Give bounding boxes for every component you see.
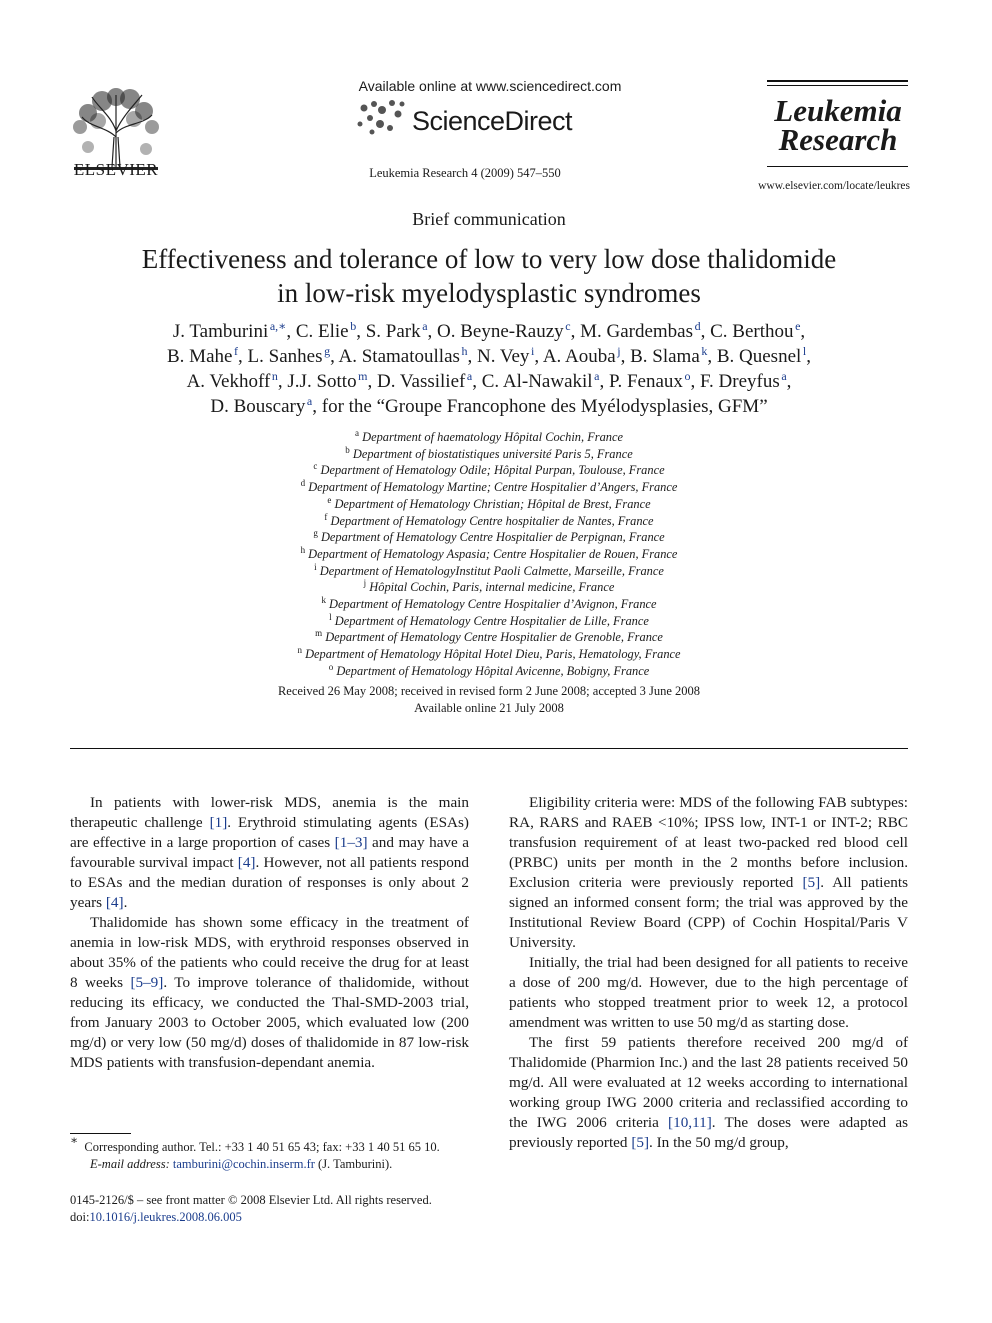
affiliation-text: Department of Hematology Centre Hospitalier de Grenoble, France bbox=[325, 630, 663, 645]
affiliation-sup[interactable]: c bbox=[565, 319, 571, 333]
affiliation-marker: n bbox=[297, 645, 302, 656]
elsevier-wordmark: ELSEVIER bbox=[73, 160, 159, 179]
online-date: Available online 21 July 2008 bbox=[414, 701, 564, 715]
citation-link[interactable]: [4] bbox=[237, 854, 256, 871]
affiliation-text: Department of Hematology Hôpital Avicenne, Bobigny, France bbox=[336, 663, 650, 678]
author-name[interactable]: S. Park bbox=[365, 321, 421, 342]
affiliation-text: Department of Hematology Centre Hospitalier de Perpignan, France bbox=[320, 530, 665, 545]
study-group: , for the “Groupe Francophone des Myélodysplasies, GFM” bbox=[312, 396, 768, 417]
citation-link[interactable]: [1] bbox=[209, 814, 228, 831]
affiliation-text: Department of Hematology Centre Hospitalier de Lille, France bbox=[334, 613, 649, 628]
body-text: . To improve tolerance of thalidomide, without reducing its efficacy, we conducted the Thal-SMD-2003 trial, from January 2003 to October 2005, which evaluated low (200 mg/d) or very low (50 mg/d) doses of thalidomide in 87 low-risk MDS patients with transfusion-dependant anemia. bbox=[70, 974, 469, 1071]
footnote-marker: ∗ bbox=[70, 1133, 79, 1147]
affiliation-text: Department of Hematology Hôpital Hotel Dieu, Paris, Hematology, France bbox=[305, 647, 681, 662]
affiliation-sup[interactable]: j bbox=[617, 344, 621, 358]
title-line: Effectiveness and tolerance of low to very low dose thalidomide bbox=[141, 244, 837, 274]
doi-label: doi: bbox=[70, 1210, 90, 1224]
author-name[interactable]: P. Fenaux bbox=[609, 371, 683, 392]
body-text: . The doses were adapted as previously reported bbox=[509, 1114, 908, 1151]
body-text: . Erythroid stimulating agents (ESAs) are effective in a large proportion of cases bbox=[70, 814, 469, 851]
affiliation-item bbox=[0, 646, 978, 663]
author-name[interactable]: L. Sanhes bbox=[247, 346, 323, 367]
email-suffix: (J. Tamburini). bbox=[314, 1157, 393, 1171]
affiliation-sup[interactable]: k bbox=[701, 344, 708, 358]
affiliation-text: Department of Hematology Centre Hospitalier d’Avignon, France bbox=[329, 597, 657, 612]
affiliation-marker: g bbox=[313, 528, 318, 539]
author-name[interactable]: A. Stamatoullas bbox=[338, 346, 460, 367]
body-paragraph bbox=[509, 1033, 908, 1153]
affiliation-marker: a bbox=[355, 428, 360, 438]
affiliation-marker: m bbox=[315, 628, 323, 639]
citation-link[interactable]: [10,11] bbox=[668, 1114, 712, 1131]
title-line: in low-risk myelodysplastic syndromes bbox=[277, 278, 701, 308]
affiliation-marker: h bbox=[300, 544, 306, 555]
affiliation-sup[interactable]: d bbox=[694, 319, 701, 333]
body-text: In patients with lower-risk MDS, anemia is the main therapeutic challenge bbox=[70, 794, 469, 831]
author-name[interactable]: J. Tamburini bbox=[172, 321, 269, 342]
journal-rule bbox=[767, 166, 908, 167]
body-text: and may have a favourable survival impact bbox=[70, 834, 469, 871]
body-paragraph bbox=[70, 913, 469, 1073]
affiliation-sup[interactable]: a bbox=[781, 369, 787, 383]
article-history bbox=[0, 683, 978, 717]
citation-link[interactable]: [5] bbox=[802, 874, 821, 891]
author-line: J. Tamburini $^{a,∗}$, C. Elie $^b$, S. Park $^a$, O. Beyne-Rauzy $^c$, M. Gardembas $^d$, C. Berthou $^e$, bbox=[172, 319, 806, 342]
affiliation-text: Department of haematology Hôpital Cochin, France bbox=[362, 430, 623, 444]
article-type: Brief communication bbox=[412, 209, 566, 229]
affiliation-sup[interactable]: a bbox=[306, 394, 313, 408]
affiliation-sup[interactable]: e bbox=[795, 319, 801, 333]
body-text: Initially, the trial had been designed for all patients to receive a dose of 200 mg/d. However, due to the high percentage of patients who stopped treatment prior to week 12, a protocol amendment was written to use 50 mg/d as starting dose. bbox=[509, 954, 908, 1031]
author-name[interactable]: F. Dreyfus bbox=[700, 371, 780, 392]
doi-link[interactable]: 10.1016/j.leukres.2008.06.005 bbox=[89, 1210, 242, 1224]
body-text: . In the 50 mg/d group, bbox=[649, 1134, 789, 1151]
journal-rule bbox=[767, 85, 908, 86]
affiliation-sup[interactable]: a bbox=[594, 369, 600, 383]
affiliation-text: Hôpital Cochin, Paris, internal medicine, France bbox=[369, 580, 615, 595]
affiliation-item bbox=[0, 613, 978, 630]
affiliation-marker: o bbox=[328, 661, 334, 672]
author-name[interactable]: M. Gardembas bbox=[580, 321, 694, 342]
affiliation-sup[interactable]: o bbox=[684, 369, 691, 383]
affiliation-item bbox=[0, 596, 978, 613]
author-list bbox=[0, 319, 978, 419]
body-paragraph bbox=[509, 953, 908, 1033]
sciencedirect-wordmark: ScienceDirect bbox=[412, 106, 573, 136]
author-line: B. Mahe $^f$, L. Sanhes $^g$, A. Stamatoullas $^h$, N. Vey $^i$, A. Aouba $^j$, B. Slama $^k$, B. Quesnel $^l$, bbox=[167, 344, 811, 367]
author-name[interactable]: B. Slama bbox=[630, 346, 700, 367]
author-line bbox=[0, 394, 978, 419]
author-name[interactable]: C. Elie bbox=[295, 321, 349, 342]
affiliation-marker: b bbox=[345, 444, 350, 455]
affiliation-sup[interactable]: a,∗ bbox=[269, 319, 287, 333]
affiliation-sup[interactable]: l bbox=[802, 344, 807, 358]
affiliation-marker: d bbox=[300, 478, 306, 489]
affiliation-sup[interactable]: f bbox=[234, 344, 239, 358]
body-text: The first 59 patients therefore received 200 mg/d of Thalidomide (Pharmion Inc.) and the last 28 patients received 50 mg/d. All were evaluated at 12 weeks according to international working group IWG 2000 criteria and reclassified according to the IWG 2006 criteria bbox=[509, 1034, 908, 1131]
affiliation-text: Department of Hematology Odile; Hôpital Purpan, Toulouse, France bbox=[320, 463, 665, 478]
footnote-rule bbox=[70, 1133, 131, 1134]
received-dates: Received 26 May 2008; received in revised form 2 June 2008; accepted 3 June 2008 bbox=[277, 684, 701, 698]
email-link[interactable]: tamburini@cochin.inserm.fr bbox=[172, 1157, 315, 1171]
body-text: . bbox=[123, 894, 128, 911]
author-name[interactable]: N. Vey bbox=[477, 346, 530, 367]
affiliation-sup[interactable]: a bbox=[422, 319, 428, 333]
citation-link[interactable]: [5] bbox=[631, 1134, 650, 1151]
affiliation-sup[interactable]: g bbox=[324, 344, 331, 358]
author-name[interactable]: C. Berthou bbox=[710, 321, 794, 342]
journal-url-link[interactable]: www.elsevier.com/locate/leukres bbox=[758, 180, 910, 192]
author-name[interactable]: B. Quesnel bbox=[716, 346, 802, 367]
affiliation-marker: c bbox=[313, 461, 318, 472]
body-column-left bbox=[70, 793, 469, 1073]
affiliation-sup[interactable]: a bbox=[466, 369, 473, 383]
affiliation-marker: l bbox=[329, 611, 332, 622]
copyright-line: 0145-2126/$ – see front matter © 2008 Elsevier Ltd. All rights reserved. bbox=[70, 1193, 432, 1207]
author-name[interactable]: C. Al-Nawakil bbox=[481, 371, 593, 392]
journal-rule bbox=[767, 80, 908, 82]
citation-link[interactable]: [5–9] bbox=[130, 974, 164, 991]
author-name[interactable]: B. Mahe bbox=[167, 346, 233, 367]
copyright-block bbox=[70, 1192, 490, 1226]
body-text: Thalidomide has shown some efficacy in the treatment of anemia in low-risk MDS, with erythroid responses observed in about 35% of the patients who could receive the drug for at least 8 weeks bbox=[70, 914, 469, 991]
affiliation-item bbox=[0, 663, 978, 680]
email-label: E-mail address: bbox=[90, 1157, 170, 1171]
author-name[interactable]: D. Vassilief bbox=[377, 371, 466, 392]
body-paragraph bbox=[70, 793, 469, 913]
author-name[interactable]: A. Vekhoff bbox=[186, 371, 271, 392]
affiliation-item bbox=[0, 546, 978, 563]
journal-title-line1: Leukemia bbox=[774, 93, 902, 128]
journal-citation: Leukemia Research 4 (2009) 547–550 bbox=[369, 166, 561, 180]
affiliation-item bbox=[0, 579, 978, 596]
body-text: . However, not all patients respond to ESAs and the median duration of responses is only about 2 years bbox=[70, 854, 469, 911]
affiliation-marker: e bbox=[327, 494, 332, 505]
author-name[interactable]: O. Beyne-Rauzy bbox=[437, 321, 564, 342]
affiliation-marker: f bbox=[324, 511, 328, 522]
affiliation-item bbox=[0, 563, 978, 580]
citation-link[interactable]: [1–3] bbox=[334, 834, 368, 851]
affiliation-item bbox=[0, 513, 978, 530]
available-online-text: Available online at www.sciencedirect.com bbox=[358, 78, 622, 94]
body-text: . All patients signed an informed consent form; the trial was approved by the Institutional Review Board (CPP) of Cochin Hospital/Paris V University. bbox=[509, 874, 908, 951]
affiliation-sup[interactable]: i bbox=[531, 344, 535, 358]
affiliation-item bbox=[0, 429, 978, 446]
affiliation-text: Department of Hematology Aspasia; Centre Hospitalier de Rouen, France bbox=[308, 546, 678, 561]
affiliation-text: Department of biostatistiques université Paris 5, France bbox=[352, 446, 633, 461]
affiliation-list bbox=[0, 429, 978, 680]
header-divider bbox=[70, 748, 908, 749]
affiliation-sup[interactable]: m bbox=[358, 369, 368, 383]
affiliation-item bbox=[0, 629, 978, 646]
affiliation-item bbox=[0, 462, 978, 479]
author-name[interactable]: D. Bouscary bbox=[210, 396, 306, 417]
article-title bbox=[0, 242, 978, 310]
affiliation-item bbox=[0, 529, 978, 546]
body-paragraph bbox=[509, 793, 908, 953]
affiliation-marker: j bbox=[363, 578, 367, 589]
affiliation-text: Department of Hematology Centre hospitalier de Nantes, France bbox=[330, 513, 654, 528]
affiliation-text: Department of Hematology Christian; Hôpital de Brest, France bbox=[334, 496, 651, 511]
affiliation-sup[interactable]: h bbox=[461, 344, 468, 358]
journal-title-line2: Research bbox=[778, 122, 898, 157]
affiliation-text: Department of Hematology Martine; Centre Hospitalier d’Angers, France bbox=[308, 480, 678, 495]
affiliation-marker: k bbox=[321, 595, 326, 606]
affiliation-item bbox=[0, 496, 978, 513]
affiliation-item bbox=[0, 446, 978, 463]
author-line: A. Vekhoff $^n$, J.J. Sotto $^m$, D. Vassilief $^a$, C. Al-Nawakil $^a$, P. Fenaux $^o$, F. Dreyfus $^a$, bbox=[186, 369, 792, 392]
body-text: Eligibility criteria were: MDS of the following FAB subtypes: RA, RARS and RAEB <10%; IPSS low, INT-1 or INT-2; RBC transfusion requirement of at least two-packed red blood cell (PRBC) units per month in the 2 months before inclusion. Exclusion criteria were previously reported bbox=[509, 794, 908, 891]
affiliation-marker: i bbox=[314, 561, 317, 572]
affiliation-sup[interactable]: n bbox=[271, 369, 278, 383]
affiliation-text: Department of HematologyInstitut Paoli Calmette, Marseille, France bbox=[319, 563, 664, 578]
author-name[interactable]: J.J. Sotto bbox=[287, 371, 357, 392]
affiliation-item bbox=[0, 479, 978, 496]
body-column-right bbox=[509, 793, 908, 1153]
affiliation-sup[interactable]: b bbox=[350, 319, 357, 333]
corresponding-author-footnote bbox=[70, 1133, 470, 1173]
footnote-contact: Corresponding author. Tel.: +33 1 40 51 65 43; fax: +33 1 40 51 65 10. bbox=[84, 1140, 440, 1154]
author-name[interactable]: A. Aouba bbox=[542, 346, 616, 367]
citation-link[interactable]: [4] bbox=[105, 894, 124, 911]
journal-title bbox=[766, 93, 910, 157]
